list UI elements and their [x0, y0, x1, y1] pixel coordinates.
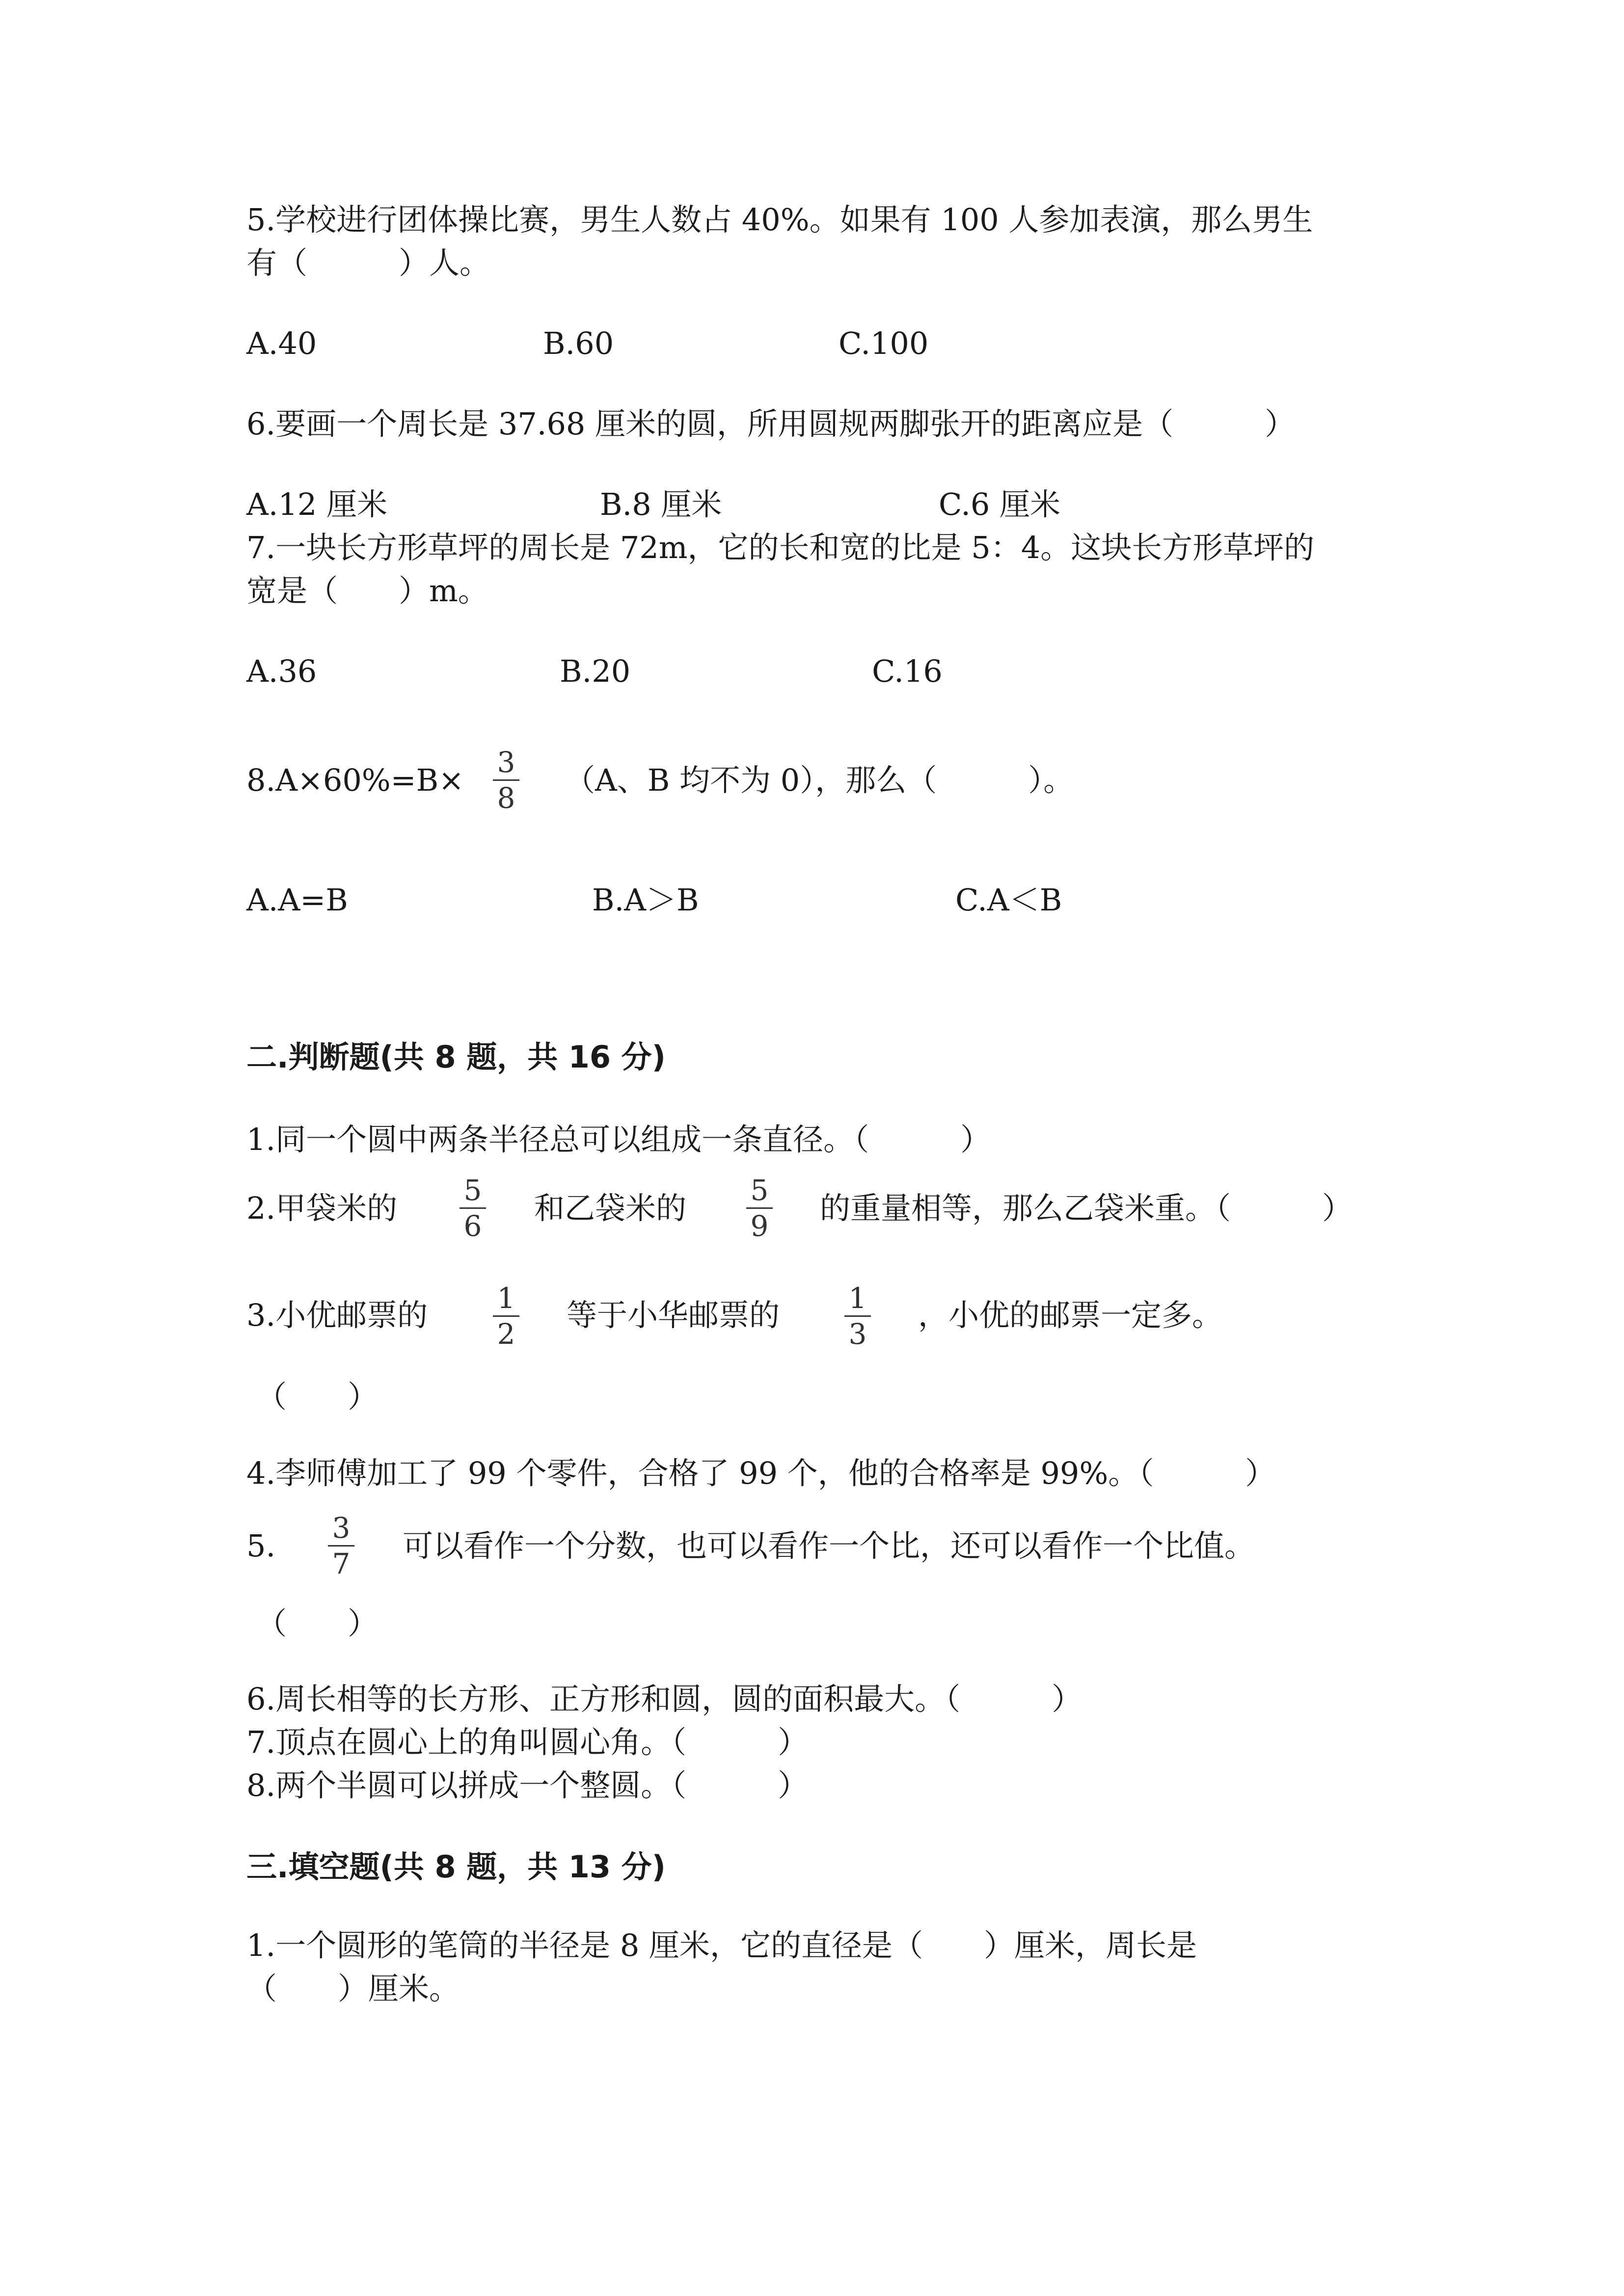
judge-q1: 1.同一个圆中两条半径总可以组成一条直径。（ ）: [246, 1121, 991, 1157]
judge-q2-fraction-1: [456, 1175, 490, 1241]
q8-option-c: C.A＜B: [955, 882, 1062, 918]
q7-option-c: C.16: [872, 653, 943, 689]
fraction-numerator: 3: [332, 1511, 351, 1545]
judge-q5-part2: 可以看作一个分数，也可以看作一个比，还可以看作一个比值。: [403, 1528, 1255, 1564]
q5-option-c: C.100: [839, 325, 929, 361]
judge-q2-part2: 和乙袋米的: [534, 1190, 687, 1226]
q6-text: 6.要画一个周长是 37.68 厘米的圆，所用圆规两脚张开的距离应是（ ）: [246, 406, 1296, 442]
q8-option-b: B.A＞B: [592, 882, 699, 918]
q5-option-b: B.60: [543, 325, 614, 361]
judge-q3-paren: （ ）: [256, 1379, 379, 1415]
section-title-fill-blank: 三.填空题(共 8 题，共 13 分): [246, 1849, 666, 1885]
fraction-numerator: 5: [463, 1174, 482, 1207]
fill-q1-line2: （ ）厘米。: [246, 1971, 460, 2006]
fraction-denominator: 7: [332, 1547, 351, 1580]
q8-fraction: [489, 747, 523, 813]
fill-q1-line1: 1.一个圆形的笔筒的半径是 8 厘米，它的直径是（ ）厘米，周长是: [246, 1927, 1197, 1963]
fraction-bar: [746, 1207, 773, 1209]
fraction-denominator: 6: [463, 1209, 482, 1243]
judge-q2-part1: 2.甲袋米的: [246, 1190, 398, 1226]
fraction-bar: [844, 1315, 871, 1317]
q7-option-b: B.20: [560, 653, 631, 689]
q7-text-line2: 宽是（ ）m。: [246, 573, 488, 609]
judge-q5-fraction: [324, 1513, 358, 1579]
fraction-bar: [328, 1545, 354, 1547]
fraction-denominator: 3: [848, 1317, 867, 1351]
fraction-numerator: 1: [848, 1281, 867, 1315]
fraction-bar: [460, 1207, 486, 1209]
fraction-bar: [493, 779, 519, 781]
q6-option-a: A.12 厘米: [246, 486, 388, 522]
judge-q3-part3: ，小优的邮票一定多。: [918, 1297, 1223, 1333]
judge-q3-part1: 3.小优邮票的: [246, 1297, 428, 1333]
q5-option-a: A.40: [246, 325, 317, 361]
judge-q5-paren: （ ）: [256, 1605, 379, 1641]
q5-text-line1: 5.学校进行团体操比赛，男生人数占 40%。如果有 100 人参加表演，那么男生: [246, 202, 1313, 238]
judge-q8: 8.两个半圆可以拼成一个整圆。（ ）: [246, 1767, 809, 1803]
judge-q2-fraction-2: [742, 1175, 777, 1241]
q7-text-line1: 7.一块长方形草坪的周长是 72m，它的长和宽的比是 5：4。这块长方形草坪的: [246, 530, 1315, 565]
fraction-bar: [493, 1315, 519, 1317]
section-title-judgement: 二.判断题(共 8 题，共 16 分): [246, 1039, 666, 1075]
judge-q2-part3: 的重量相等，那么乙袋米重。（ ）: [820, 1190, 1353, 1226]
judge-q4: 4.李师傅加工了 99 个零件，合格了 99 个，他的合格率是 99%。（ ）: [246, 1455, 1276, 1491]
judge-q6: 6.周长相等的长方形、正方形和圆，圆的面积最大。（ ）: [246, 1681, 1083, 1717]
fraction-denominator: 9: [750, 1209, 769, 1243]
q8-text-before: 8.A×60%=B×: [246, 762, 464, 798]
q6-option-b: B.8 厘米: [600, 486, 722, 522]
fraction-numerator: 5: [750, 1174, 769, 1207]
fraction-denominator: 2: [497, 1317, 515, 1351]
judge-q5-part1: 5.: [246, 1528, 276, 1564]
judge-q3-fraction-1: [489, 1283, 523, 1349]
judge-q3-fraction-2: [840, 1283, 875, 1349]
fraction-numerator: 1: [497, 1281, 515, 1315]
q8-fraction-denominator: 8: [497, 781, 515, 815]
judge-q3-part2: 等于小华邮票的: [567, 1297, 780, 1333]
q6-option-c: C.6 厘米: [939, 486, 1061, 522]
q8-fraction-numerator: 3: [497, 746, 515, 779]
q8-option-a: A.A=B: [246, 882, 348, 918]
q5-text-line2: 有（ ）人。: [246, 245, 490, 281]
judge-q7: 7.顶点在圆心上的角叫圆心角。（ ）: [246, 1724, 809, 1760]
q8-text-after: （A、B 均不为 0），那么（ ）。: [565, 762, 1074, 798]
q7-option-a: A.36: [246, 653, 317, 689]
